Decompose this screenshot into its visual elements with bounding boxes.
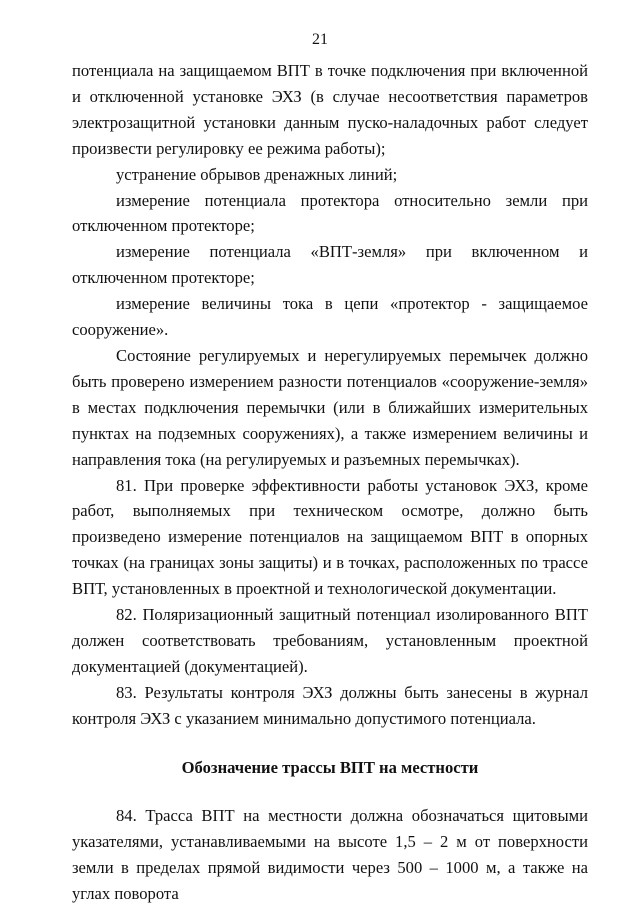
paragraph: Состояние регулируемых и нерегулируемых перемычек должно быть проверено измерением разности потенциалов «сооружение-земля» в местах подключения перемычки (или в ближайших измерительных пунктах на подземных сооружениях), а также измерением величины и направления тока (на регулируемых и разъемных перемычках). xyxy=(72,345,588,469)
paragraph: измерение потенциала протектора относительно земли при отключенном протекторе; xyxy=(72,190,588,236)
paragraph: 83. Результаты контроля ЭХЗ должны быть занесены в журнал контроля ЭХЗ с указанием минимально допустимого потенциала. xyxy=(72,682,588,728)
paragraph: 82. Поляризационный защитный потенциал изолированного ВПТ должен соответствовать требованиям, установленным проектной документацией (документацией). xyxy=(72,605,588,676)
paragraph: потенциала на защищаемом ВПТ в точке подключения при включенной и отключенной установке ЭХЗ (в случае несоответствия параметров электрозащитной установки данным пуско-наладочных работ следует произвести регулировку ее режима работы); xyxy=(72,61,588,158)
paragraph: 81. При проверке эффективности работы установок ЭХЗ, кроме работ, выполняемых при техническом осмотре, должно быть произведено измерение потенциалов на защищаемом ВПТ в опорных точках (на границах зоны защиты) и в точках, расположенных по трассе ВПТ, установленных в проектной и технологической документации. xyxy=(72,475,588,599)
paragraph: устранение обрывов дренажных линий; xyxy=(116,164,398,184)
page-number: 21 xyxy=(312,31,328,48)
paragraph: измерение потенциала «ВПТ-земля» при включенном и отключенном протекторе; xyxy=(72,242,588,288)
paragraph: измерение величины тока в цепи «протектор - защищаемое сооружение». xyxy=(72,294,588,340)
document-body xyxy=(72,58,588,907)
section-heading: Обозначение трассы ВПТ на местности xyxy=(181,757,479,777)
paragraph: 84. Трасса ВПТ на местности должна обозначаться щитовыми указателями, устанавливаемыми на высоте 1,5 – 2 м от поверхности земли в пределах прямой видимости через 500 – 1000 м, а также на углах поворота xyxy=(72,806,588,904)
